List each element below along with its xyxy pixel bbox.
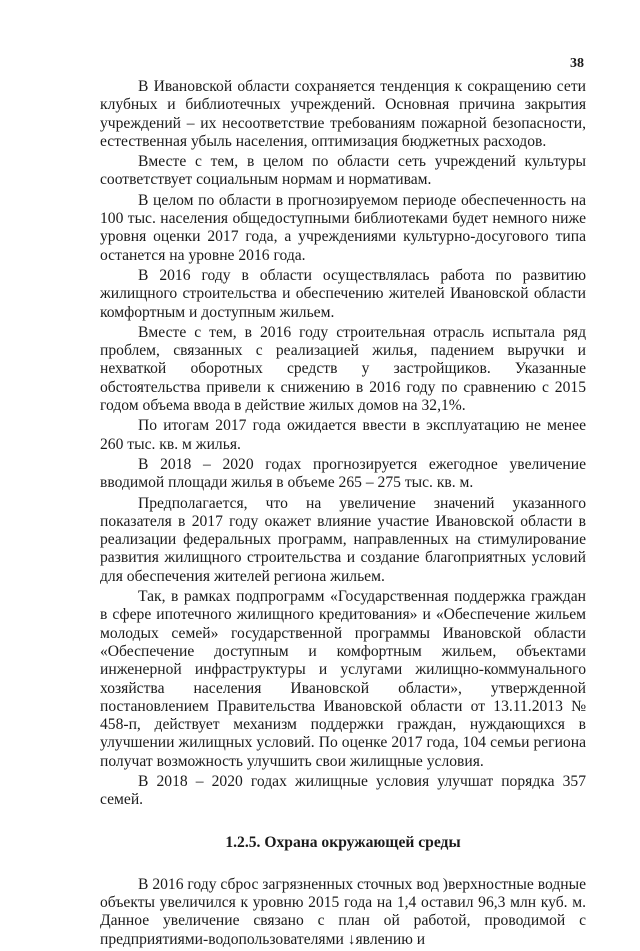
paragraph: В целом по области в прогнозируемом периоде обеспеченность на 100 тыс. населения общедоступными библиотеками будет немного ниже уровня оценки 2017 года, а учреждениями культурно-досугового типа останется на уровне 2016 года.	[100, 191, 586, 264]
paragraph: В 2018 – 2020 годах жилищные условия улучшат порядка 357 семей.	[100, 772, 586, 809]
paragraph: Вместе с тем, в целом по области сеть учреждений культуры соответствует социальным нормам и нормативам.	[100, 153, 586, 189]
env-paragraph: В 2016 году сброс загрязненных сточных вод )верхностные водные объекты увеличился к уровню 2015 года на 1,4 оставил 96,3 млн куб. м. Данное увеличение связано с план ой работой, проводимой с предприятиями-водопользователями ↓явлению и	[100, 875, 586, 948]
paragraph: Предполагается, что на увеличение значений указанного показателя в 2017 году окажет влияние участие Ивановской области в реализации федеральных программ, направленных на стимулирование развития жилищного строительства и создание благоприятных условий для обеспечения жителей региона жильем.	[100, 494, 586, 585]
paragraph: В Ивановской области сохраняется тенденция к сокращению сети клубных и библиотечных учреждений. Основная причина закрытия учреждений – их несоответствие требованиям пожарной безопасности, естественная убыль населения, оптимизация бюджетных расходов.	[100, 78, 586, 150]
section-heading: 1.2.5. Охрана окружающей среды	[225, 833, 461, 851]
paragraph: В 2018 – 2020 годах прогнозируется ежегодное увеличение вводимой площади жилья в объеме 265 – 275 тыс. кв. м.	[100, 455, 586, 492]
page-number: 38	[570, 56, 584, 71]
paragraph: В 2016 году в области осуществлялась работа по развитию жилищного строительства и обеспечению жителей Ивановской области комфортным и доступным жильем.	[100, 266, 586, 321]
document-body	[100, 78, 586, 951]
paragraph: По итогам 2017 года ожидается ввести в эксплуатацию не менее 260 тыс. кв. м жилья.	[100, 417, 586, 453]
paragraph: Так, в рамках подпрограмм «Государственная поддержка граждан в сфере ипотечного жилищного кредитования» и «Обеспечение жильем молодых семей» государственной программы Ивановской области «Обеспечение доступным и комфортным жильем, объектами инженерной инфраструктуры и услугами жилищно-коммунального хозяйства населения Ивановской области», утвержденной постановлением Правительства Ивановской области от 13.11.2013 № 458-п, действует механизм поддержки граждан, нуждающихся в улучшении жилищных условий. По оценке 2017 года, 104 семьи региона получат возможность улучшить свои жилищные условия.	[100, 588, 586, 770]
paragraph: Вместе с тем, в 2016 году строительная отрасль испытала ряд проблем, связанных с реализацией жилья, падением выручки и нехваткой оборотных средств у застройщиков. Указанные обстоятельства привели к снижению в 2016 году по сравнению с 2015 годом объема ввода в действие жилых домов на 32,1%.	[100, 323, 586, 415]
